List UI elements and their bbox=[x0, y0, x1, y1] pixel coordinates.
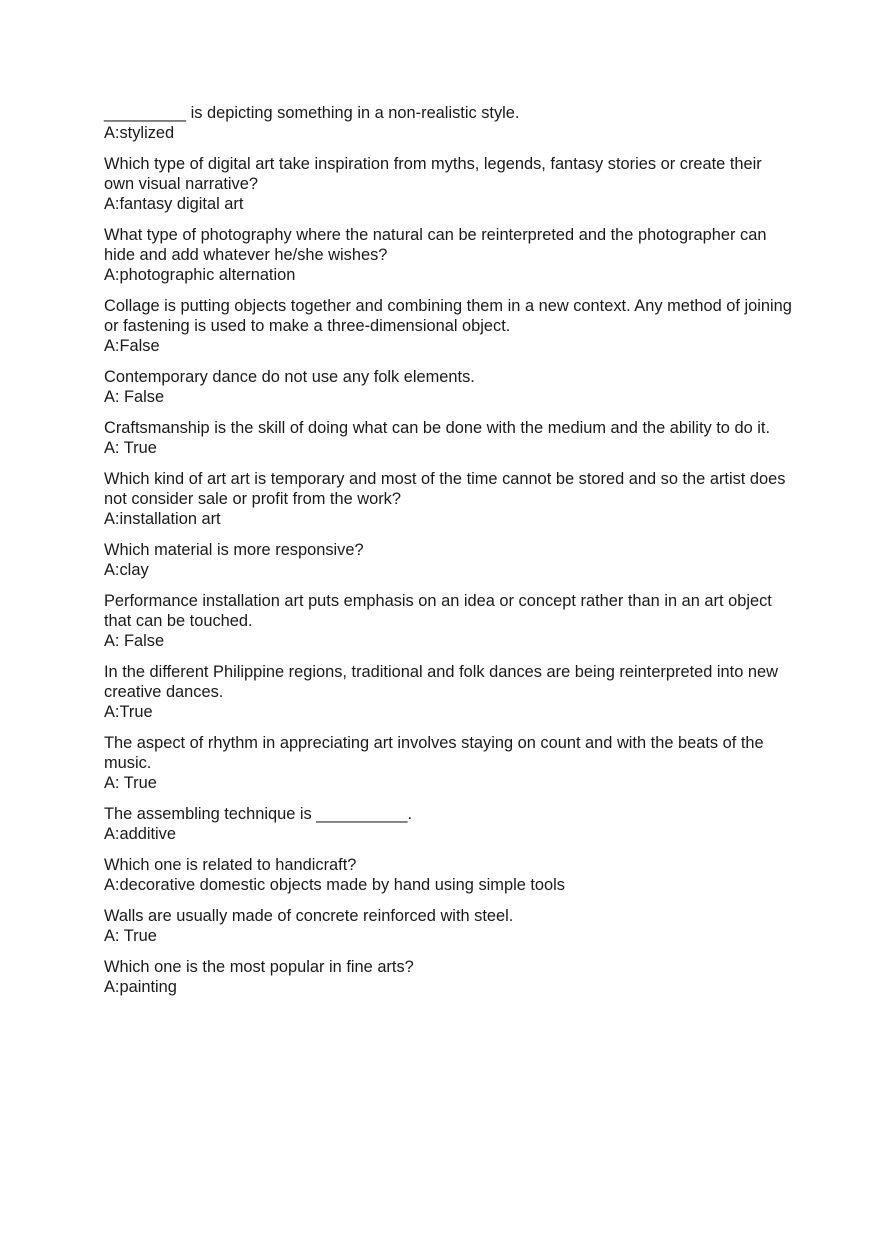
qa-item bbox=[104, 906, 794, 946]
question-text: Which one is the most popular in fine arts? bbox=[104, 958, 414, 976]
qa-item bbox=[104, 154, 794, 214]
answer-text: A: True bbox=[104, 439, 157, 457]
answer-text: A:decorative domestic objects made by hand using simple tools bbox=[104, 876, 566, 894]
question-text: Contemporary dance do not use any folk elements. bbox=[104, 368, 475, 386]
qa-item bbox=[104, 855, 794, 895]
answer-text: A:True bbox=[104, 703, 153, 721]
answer-text: A: True bbox=[104, 927, 157, 945]
qa-item bbox=[104, 804, 794, 844]
question-text: The assembling technique is __________. bbox=[104, 805, 412, 823]
qa-item bbox=[104, 591, 794, 651]
question-text: Which type of digital art take inspiration from myths, legends, fantasy stories or create their own visual narrative? bbox=[104, 155, 767, 193]
qa-item bbox=[104, 540, 794, 580]
qa-item bbox=[104, 367, 794, 407]
qa-item bbox=[104, 733, 794, 793]
answer-text: A:clay bbox=[104, 561, 149, 579]
question-text: Performance installation art puts emphasis on an idea or concept rather than in an art object that can be touched. bbox=[104, 592, 777, 630]
question-text: _________ is depicting something in a non-realistic style. bbox=[104, 104, 520, 122]
answer-text: A:fantasy digital art bbox=[104, 195, 244, 213]
question-text: Which kind of art art is temporary and most of the time cannot be stored and so the artist does not consider sale or profit from the work? bbox=[104, 470, 791, 508]
qa-item bbox=[104, 662, 794, 722]
answer-text: A:stylized bbox=[104, 124, 175, 142]
qa-item bbox=[104, 957, 794, 997]
answer-text: A: False bbox=[104, 632, 165, 650]
answer-text: A:photographic alternation bbox=[104, 266, 296, 284]
qa-item bbox=[104, 418, 794, 458]
qa-item bbox=[104, 225, 794, 285]
answer-text: A:painting bbox=[104, 978, 177, 996]
answer-text: A: False bbox=[104, 388, 165, 406]
answer-text: A: True bbox=[104, 774, 157, 792]
question-text: What type of photography where the natural can be reinterpreted and the photographer can hide and add whatever he/she wishes? bbox=[104, 226, 772, 264]
answer-text: A:additive bbox=[104, 825, 176, 843]
answer-text: A:installation art bbox=[104, 510, 221, 528]
question-text: The aspect of rhythm in appreciating art involves staying on count and with the beats of the music. bbox=[104, 734, 769, 772]
qa-item bbox=[104, 296, 797, 356]
question-text: Walls are usually made of concrete reinforced with steel. bbox=[104, 907, 514, 925]
question-text: Which one is related to handicraft? bbox=[104, 856, 357, 874]
qa-item bbox=[104, 103, 794, 143]
answer-text: A:False bbox=[104, 337, 160, 355]
question-text: Which material is more responsive? bbox=[104, 541, 364, 559]
question-text: Collage is putting objects together and combining them in a new context. Any method of joining or fastening is used to make a three-dimensional object. bbox=[104, 297, 797, 335]
qa-item bbox=[104, 469, 794, 529]
question-answer-list bbox=[104, 103, 797, 1008]
question-text: Craftsmanship is the skill of doing what can be done with the medium and the ability to do it. bbox=[104, 419, 771, 437]
question-text: In the different Philippine regions, traditional and folk dances are being reinterpreted into new creative dances. bbox=[104, 663, 783, 701]
